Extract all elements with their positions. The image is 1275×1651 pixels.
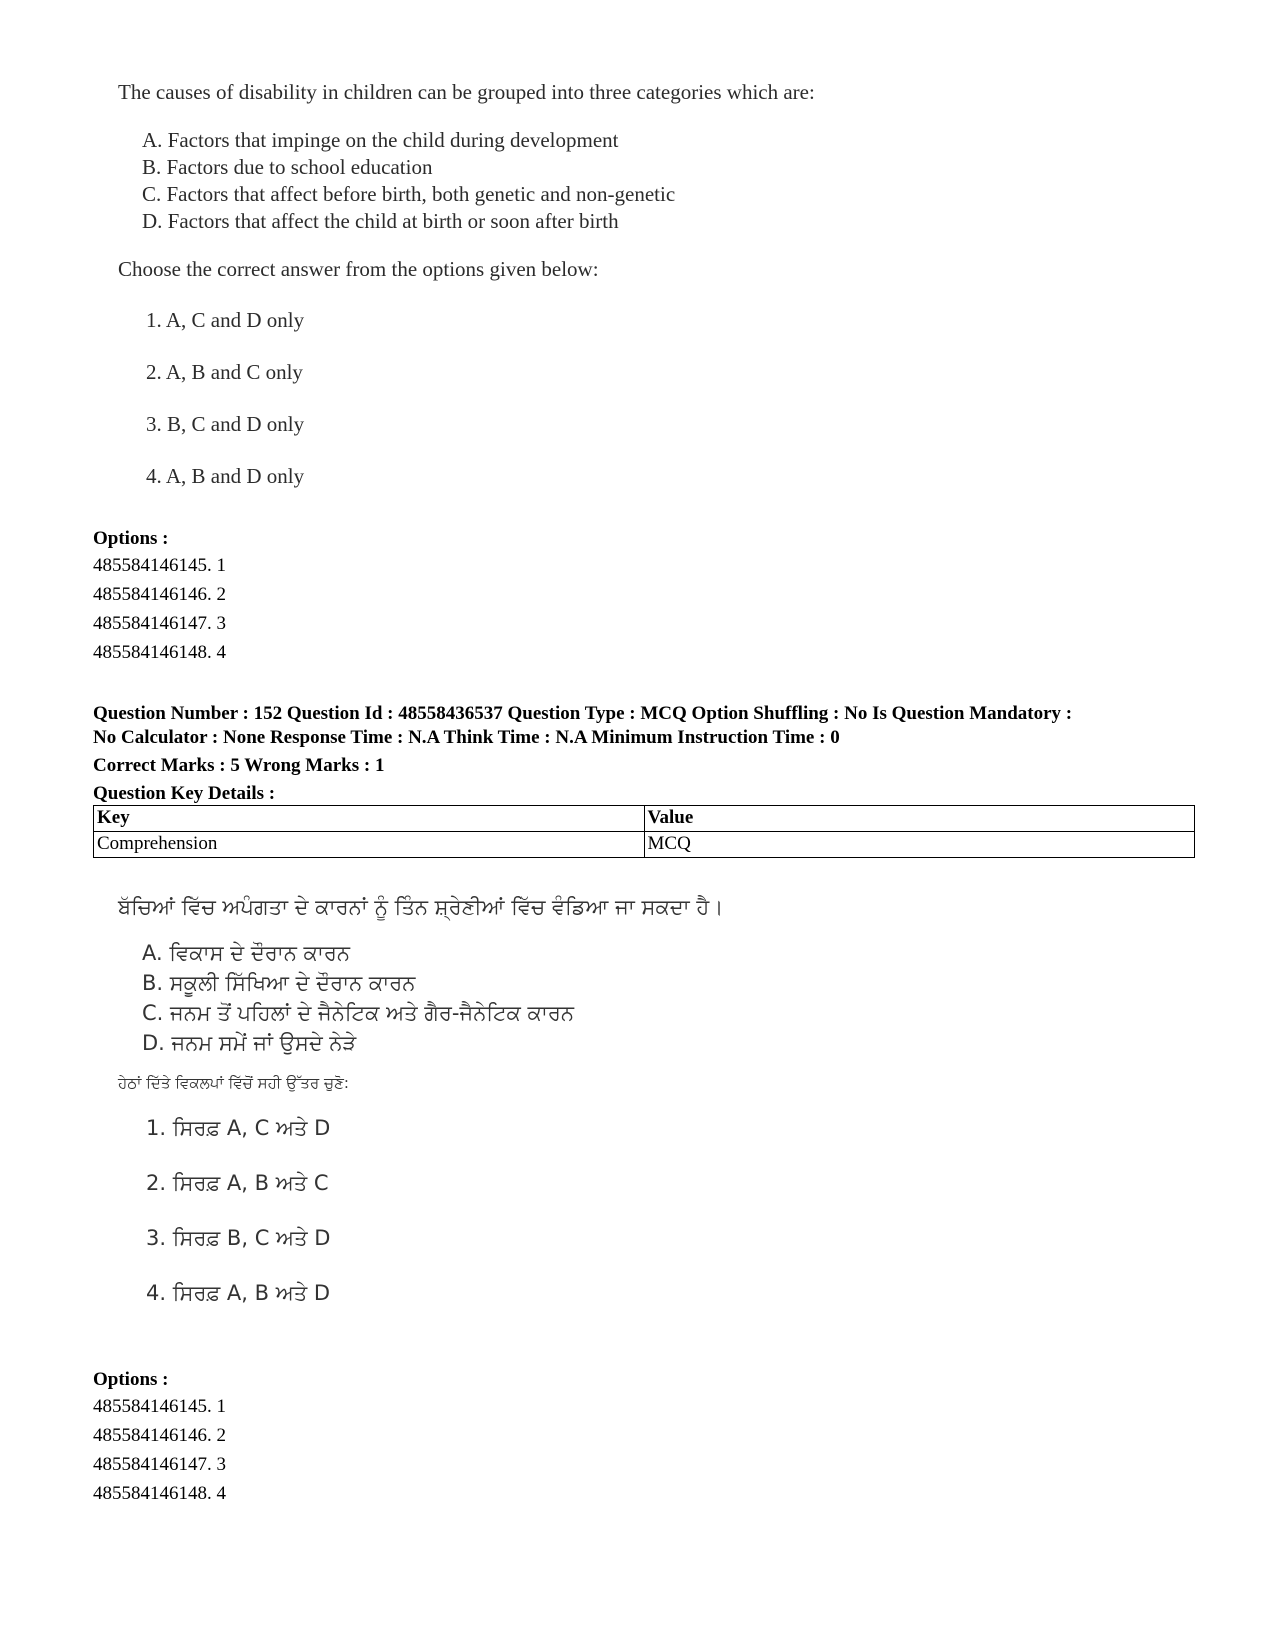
statement-c-punjabi: C. ਜਨਮ ਤੋਂ ਪਹਿਲਾਂ ਦੇ ਜੈਨੇਟਿਕ ਅਤੇ ਗੈਰ-ਜੈਨੇਟਿਕ ਕਾਰਨ xyxy=(142,1001,575,1025)
statement-b-punjabi: B. ਸਕੂਲੀ ਸਿੱਖਿਆ ਦੇ ਦੌਰਾਨ ਕਾਰਨ xyxy=(142,971,416,995)
statement-d-punjabi: D. ਜਨਮ ਸਮੇਂ ਜਾਂ ਉਸਦੇ ਨੇੜੇ xyxy=(142,1031,357,1055)
question-stem-punjabi: ਬੱਚਿਆਂ ਵਿੱਚ ਅਪੰਗਤਾ ਦੇ ਕਾਰਨਾਂ ਨੂੰ ਤਿੰਨ ਸ਼੍ਰੇਣੀਆਂ ਵਿੱਚ ਵੰਡਿਆ ਜਾ ਸਕਦਾ ਹੈ। xyxy=(118,895,724,919)
question-meta-line-2: No Calculator : None Response Time : N.A Think Time : N.A Minimum Instruction Time : 0 xyxy=(93,727,840,748)
question-instruction-punjabi: ਹੇਠਾਂ ਦਿੱਤੇ ਵਿਕਲਪਾਂ ਵਿੱਚੋਂ ਸਹੀ ਉੱਤਰ ਚੁਣੋ: xyxy=(118,1074,349,1092)
table-header-key: Key xyxy=(94,806,645,832)
option-id-1: 485584146145. 1 xyxy=(93,555,226,576)
choice-2-punjabi: 2. ਸਿਰਫ਼ A, B ਅਤੇ C xyxy=(146,1171,329,1195)
option-id-3: 485584146147. 3 xyxy=(93,613,226,634)
statement-c: C. Factors that affect before birth, both genetic and non-genetic xyxy=(142,182,676,206)
question-marks: Correct Marks : 5 Wrong Marks : 1 xyxy=(93,755,385,776)
choice-1: 1. A, C and D only xyxy=(146,308,305,332)
question-image-english xyxy=(118,80,815,489)
option-id-2: 485584146146. 2 xyxy=(93,584,226,605)
table-cell-value: MCQ xyxy=(644,832,1195,858)
table-cell-key: Comprehension xyxy=(94,832,645,858)
question-instruction: Choose the correct answer from the options given below: xyxy=(118,257,599,281)
statement-b: B. Factors due to school education xyxy=(142,155,433,179)
table-header-value: Value xyxy=(644,806,1195,832)
question-image-punjabi xyxy=(118,895,723,1306)
choice-3-punjabi: 3. ਸਿਰਫ਼ B, C ਅਤੇ D xyxy=(146,1226,331,1250)
choice-3: 3. B, C and D only xyxy=(146,412,305,436)
choice-4-punjabi: 4. ਸਿਰਫ਼ A, B ਅਤੇ D xyxy=(146,1281,331,1305)
statement-d: D. Factors that affect the child at birth or soon after birth xyxy=(142,209,619,233)
choice-1-punjabi: 1. ਸਿਰਫ਼ A, C ਅਤੇ D xyxy=(146,1116,331,1140)
options-block-2 xyxy=(93,1368,1193,1508)
key-details-table-wrap xyxy=(93,805,1193,858)
key-details-table xyxy=(93,805,1195,858)
question-key-details-label: Question Key Details : xyxy=(93,783,276,804)
option-id-4: 485584146148. 4 xyxy=(93,642,226,663)
options-label: Options : xyxy=(93,1369,169,1390)
table-row xyxy=(94,832,1195,858)
statement-a: A. Factors that impinge on the child during development xyxy=(142,128,619,152)
question-stem: The causes of disability in children can be grouped into three categories which are: xyxy=(118,80,815,104)
question-meta xyxy=(93,702,1203,806)
options-label: Options : xyxy=(93,528,169,549)
options-block-1 xyxy=(93,527,1193,667)
option-id-2: 485584146146. 2 xyxy=(93,1425,226,1446)
option-id-3: 485584146147. 3 xyxy=(93,1454,226,1475)
question-meta-line-1: Question Number : 152 Question Id : 48558436537 Question Type : MCQ Option Shuffling : No Is Question Mandatory : xyxy=(93,703,1073,724)
table-header-row xyxy=(94,806,1195,832)
choice-2: 2. A, B and C only xyxy=(146,360,303,384)
option-id-4: 485584146148. 4 xyxy=(93,1483,226,1504)
statement-a-punjabi: A. ਵਿਕਾਸ ਦੇ ਦੌਰਾਨ ਕਾਰਨ xyxy=(142,941,351,965)
choice-4: 4. A, B and D only xyxy=(146,464,305,488)
option-id-1: 485584146145. 1 xyxy=(93,1396,226,1417)
